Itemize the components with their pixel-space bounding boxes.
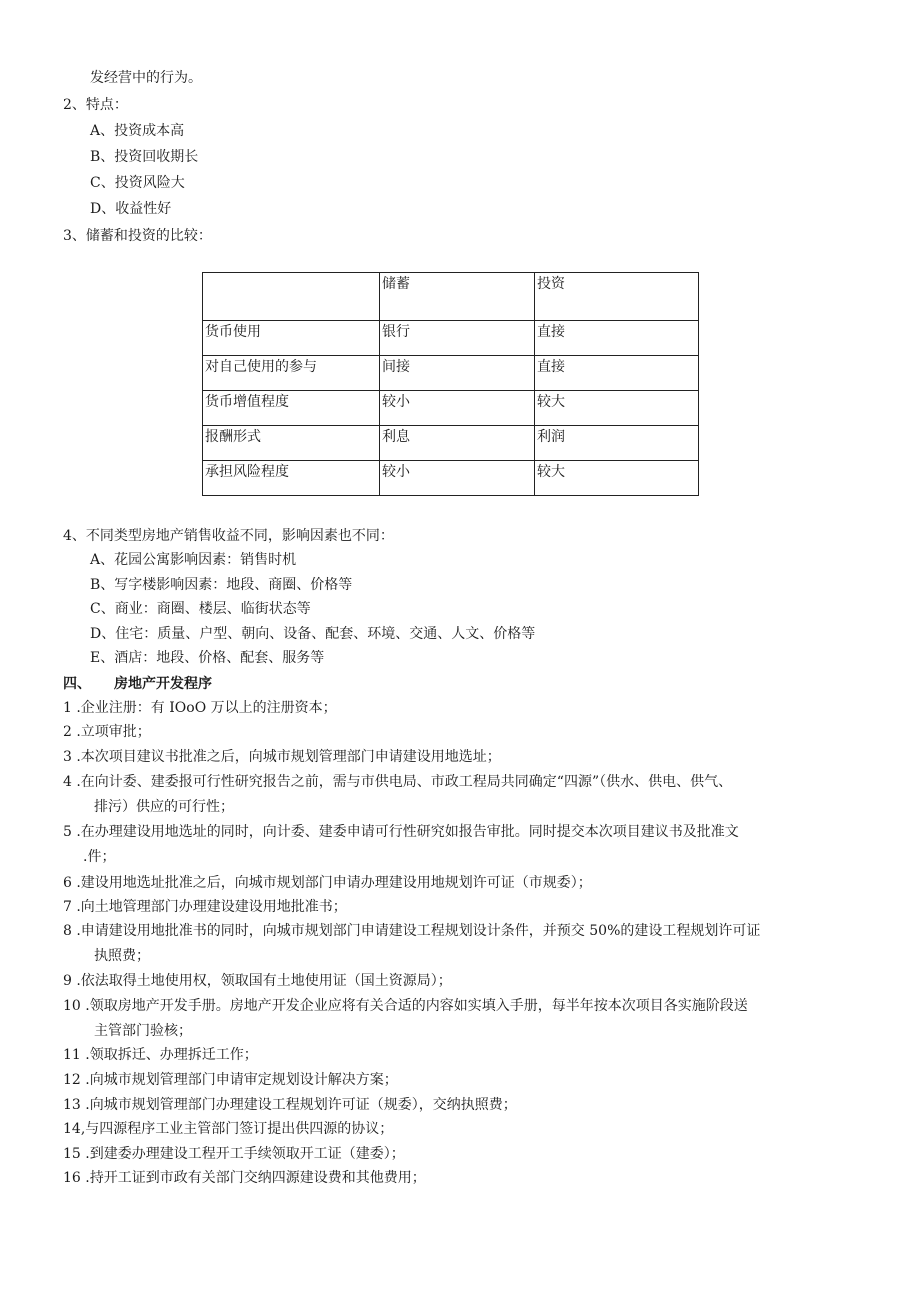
table-row [203,356,699,391]
step-item: 12 .向城市规划管理部门申请审定规划设计解决方案； [63,1072,398,1088]
table-cell: 较小 [380,461,535,496]
step-item-continuation: 执照费； [94,948,150,964]
intro-continuation: 发经营中的行为。 [90,70,202,86]
section-number: 四、 [63,676,91,692]
table-header-cell: 投资 [535,273,699,321]
table-cell: 货币使用 [203,321,380,356]
step-item: 14,与四源程序工业主管部门签订提出供四源的协议； [63,1121,394,1137]
factor-item: A、花园公寓影响因素：销售时机 [90,552,297,568]
table-cell: 银行 [380,321,535,356]
table-row [203,461,699,496]
step-item: 4 .在向计委、建委报可行性研究报告之前，需与市供电局、市政工程局共同确定“四源”（供水、供电、供气、 [63,774,733,790]
table-cell: 较大 [535,461,699,496]
step-item-continuation: 排污）供应的可行性； [94,799,234,815]
step-item: 16 .持开工证到市政有关部门交纳四源建设费和其他费用； [63,1170,426,1186]
step-item: 15 .到建委办理建设工程开工手续领取开工证（建委）； [63,1146,405,1162]
step-item-continuation: .件； [83,849,116,865]
table-cell: 承担风险程度 [203,461,380,496]
feature-item: D、收益性好 [90,201,172,217]
table-cell: 对自己使用的参与 [203,356,380,391]
factor-item: C、商业：商圈、楼层、临街状态等 [90,601,311,617]
table-cell: 报酬形式 [203,426,380,461]
comparison-heading: 3、储蓄和投资的比较： [63,228,212,244]
feature-item: A、投资成本高 [90,123,185,139]
section-title: 房地产开发程序 [114,676,212,692]
step-item: 3 .本次项目建议书批准之后，向城市规划管理部门申请建设用地选址； [63,749,501,765]
step-item: 10 .领取房地产开发手册。房地产开发企业应将有关合适的内容如实填入手册，每半年按本次项目各实施阶段送 [63,998,748,1014]
step-item: 9 .依法取得土地使用权，领取国有土地使用证（国土资源局）； [63,973,452,989]
step-item: 7 .向土地管理部门办理建设建设用地批准书； [63,899,347,915]
features-heading: 2、特点： [63,97,128,113]
step-item: 1 .企业注册：有 IOoO 万以上的注册资本； [63,700,337,716]
table-cell: 利润 [535,426,699,461]
step-item: 11 .领取拆迁、办理拆迁工作； [63,1047,258,1063]
feature-item: C、投资风险大 [90,175,185,191]
table-cell: 利息 [380,426,535,461]
table-cell: 间接 [380,356,535,391]
table-header-cell [203,273,380,321]
table-cell: 较大 [535,391,699,426]
feature-item: B、投资回收期长 [90,149,199,165]
factor-item: B、写字楼影响因素：地段、商圈、价格等 [90,577,353,593]
table-cell: 直接 [535,356,699,391]
table-row [203,321,699,356]
step-item: 6 .建设用地选址批准之后，向城市规划部门申请办理建设用地规划许可证（市规委）； [63,875,592,891]
table-header-row [203,273,699,321]
factor-item: D、住宅：质量、户型、朝向、设备、配套、环境、交通、人文、价格等 [90,626,536,642]
factors-heading: 4、不同类型房地产销售收益不同，影响因素也不同： [63,528,394,544]
step-item: 2 .立项审批； [63,724,151,740]
step-item: 13 .向城市规划管理部门办理建设工程规划许可证（规委），交纳执照费； [63,1097,517,1113]
table-cell: 较小 [380,391,535,426]
step-item: 8 .申请建设用地批准书的同时，向城市规划部门申请建设工程规划设计条件，并预交 50%的建设工程规划许可证 [63,923,761,939]
comparison-table [202,272,699,496]
table-cell: 货币增值程度 [203,391,380,426]
step-item-continuation: 主管部门验核； [94,1023,192,1039]
step-item: 5 .在办理建设用地选址的同时，向计委、建委申请可行性研究如报告审批。同时提交本次项目建议书及批准文 [63,824,739,840]
table-header-cell: 储蓄 [380,273,535,321]
table-row [203,391,699,426]
factor-item: E、酒店：地段、价格、配套、服务等 [90,650,325,666]
table-row [203,426,699,461]
table-cell: 直接 [535,321,699,356]
